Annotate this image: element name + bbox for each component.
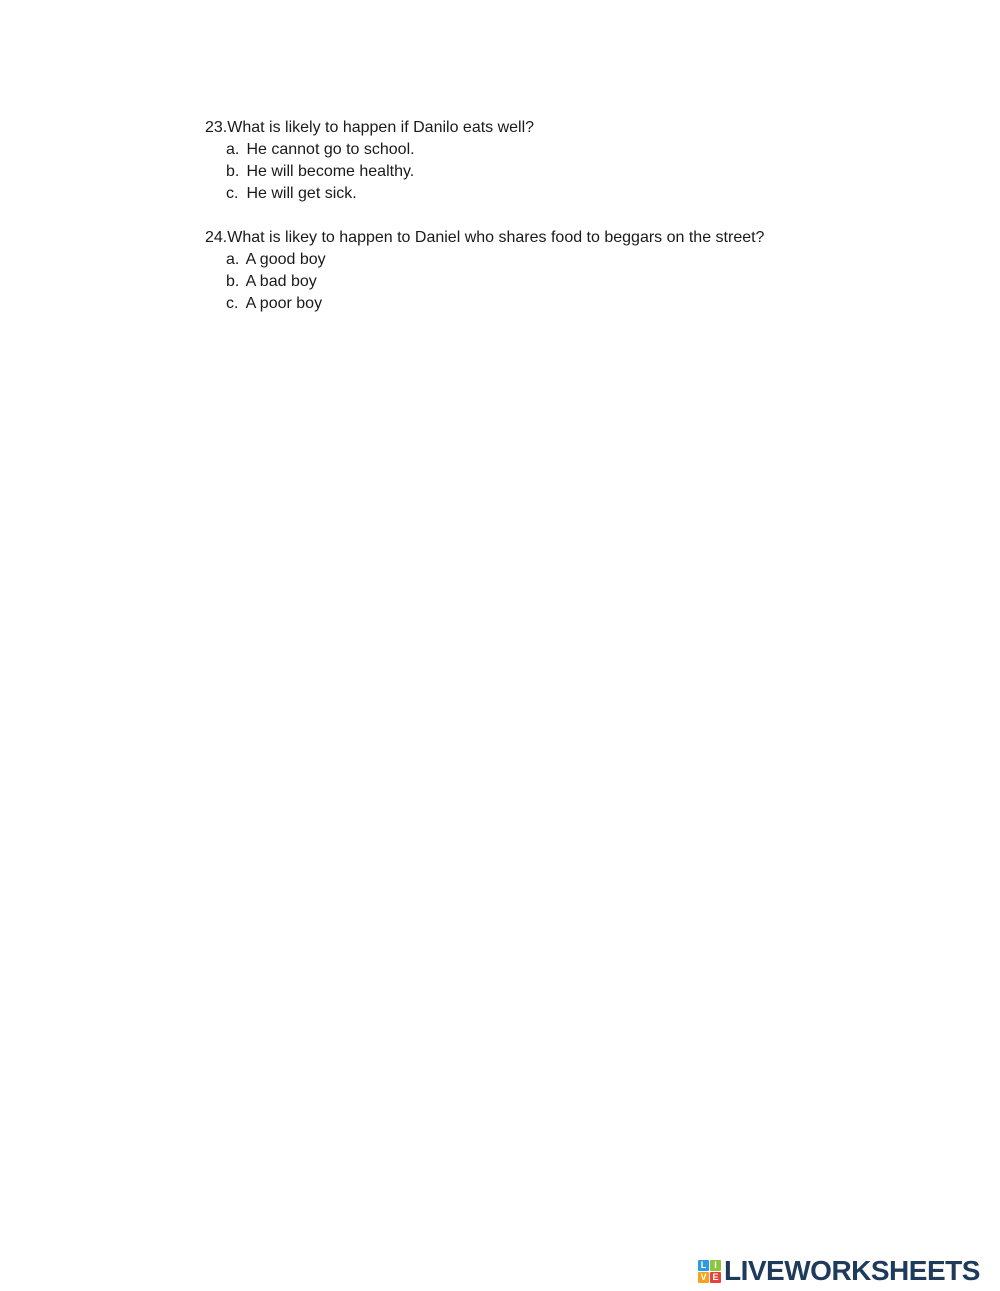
option-letter: c. <box>226 295 239 312</box>
answer-option-a <box>226 249 905 271</box>
answer-option-a <box>226 139 905 161</box>
answer-option-c <box>226 183 905 205</box>
logo-mark-icon <box>698 1260 721 1283</box>
option-letter: c. <box>226 185 239 202</box>
logo-mark-tile: L <box>698 1260 709 1271</box>
option-text: He will get sick. <box>246 185 357 202</box>
answer-option-c <box>226 293 905 315</box>
option-letter: a. <box>226 251 240 268</box>
answer-options <box>205 249 905 315</box>
logo-mark-tile: I <box>710 1260 721 1271</box>
option-letter: b. <box>226 273 240 290</box>
question-text: 24.What is likey to happen to Daniel who shares food to beggars on the street? <box>205 229 765 246</box>
question-text: 23.What is likely to happen if Danilo eats well? <box>205 119 535 136</box>
logo-text: LIVEWORKSHEETS <box>724 1255 980 1286</box>
answer-options <box>205 139 905 205</box>
question-24 <box>205 227 905 315</box>
question-list <box>205 117 905 337</box>
option-text: He will become healthy. <box>246 163 415 180</box>
logo-mark-tile: E <box>710 1272 721 1283</box>
option-text: A poor boy <box>245 295 323 312</box>
liveworksheets-logo <box>698 1255 980 1286</box>
option-text: He cannot go to school. <box>246 141 415 158</box>
option-text: A bad boy <box>245 273 317 290</box>
answer-option-b <box>226 161 905 183</box>
answer-option-b <box>226 271 905 293</box>
logo-mark-tile: V <box>698 1272 709 1283</box>
option-letter: a. <box>226 141 240 158</box>
question-23 <box>205 117 905 205</box>
option-text: A good boy <box>245 251 326 268</box>
option-letter: b. <box>226 163 240 180</box>
